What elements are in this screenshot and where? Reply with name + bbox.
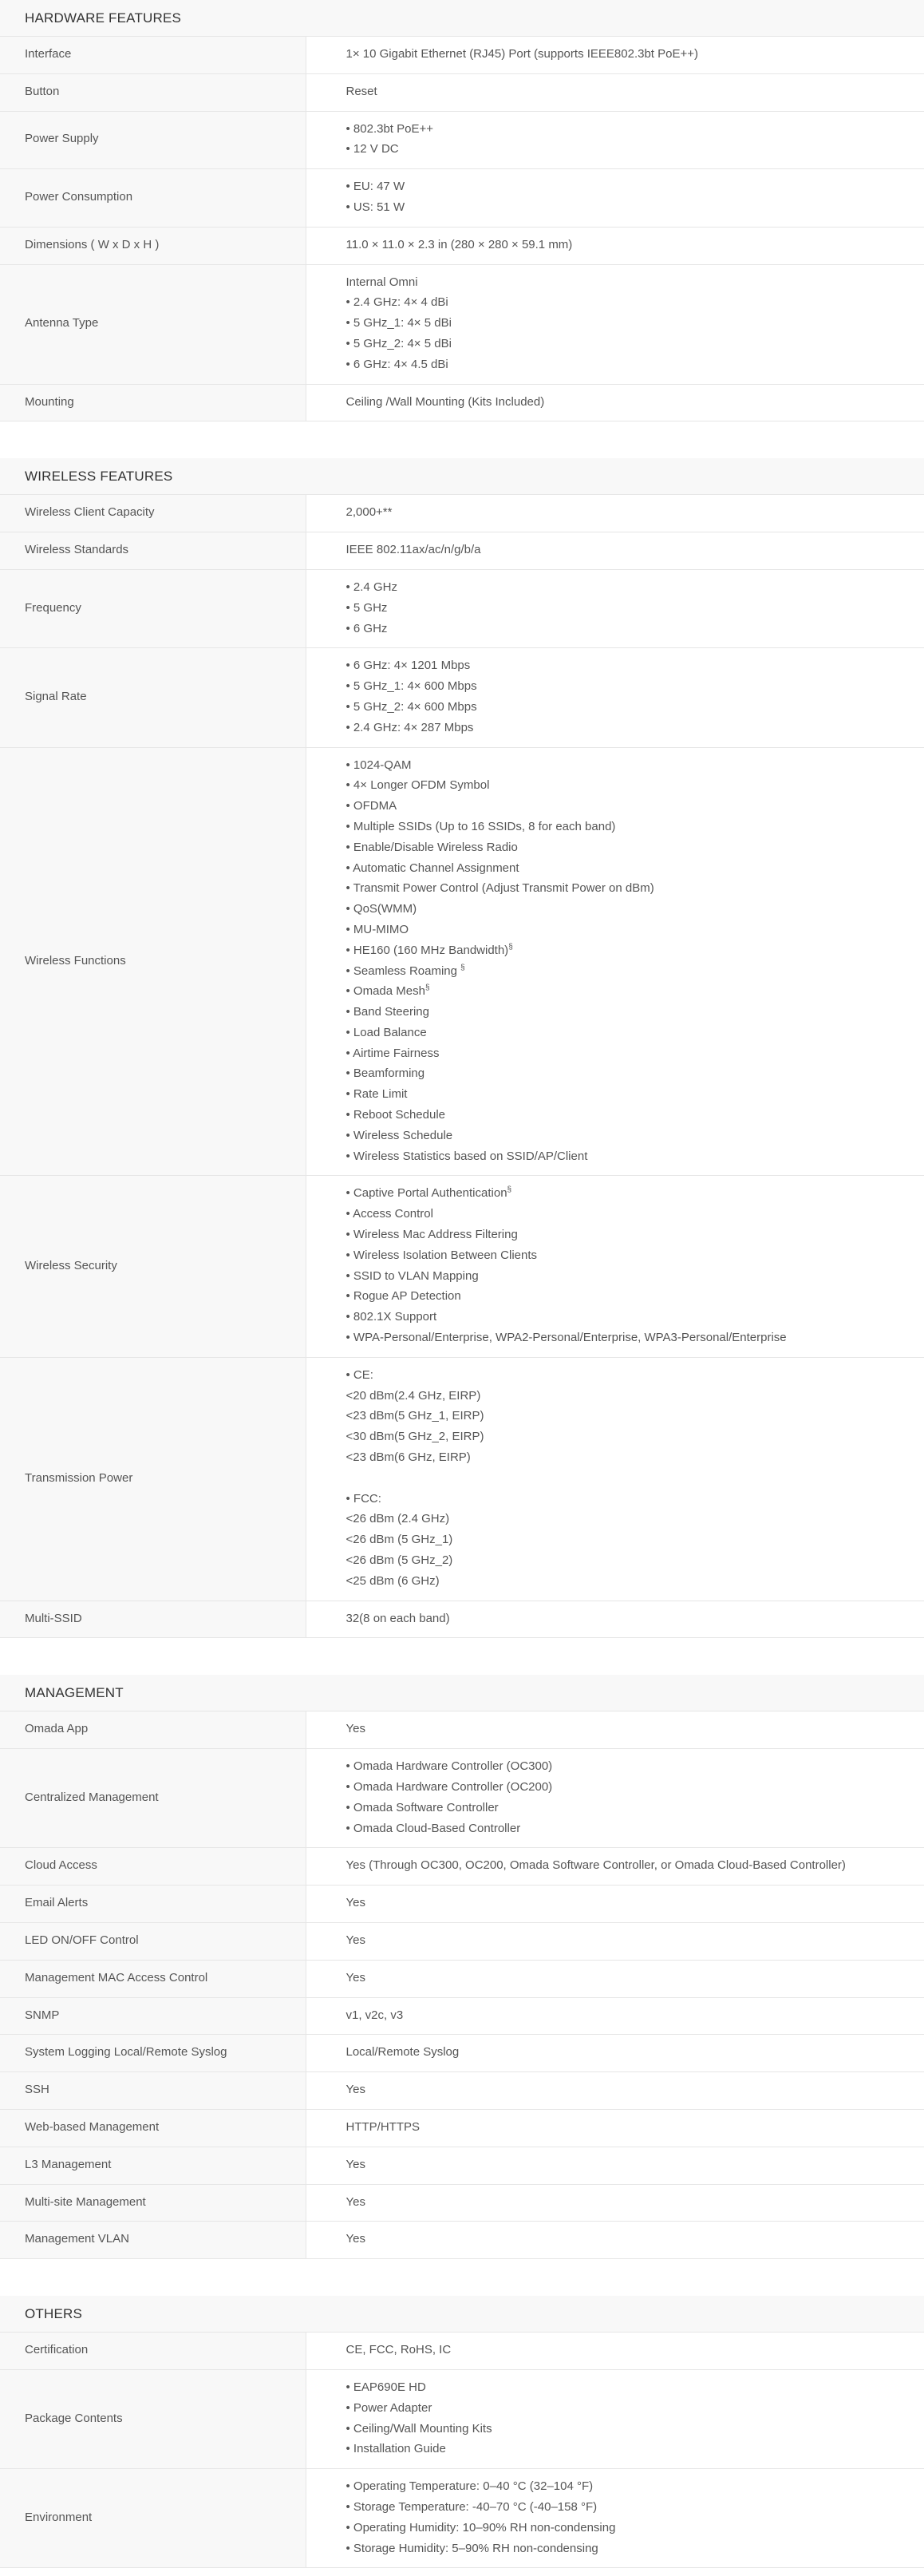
spec-value-line: <26 dBm (2.4 GHz) — [346, 1512, 450, 1526]
spec-label: Cloud Access — [0, 1848, 306, 1886]
spec-row — [0, 648, 924, 747]
spec-value-line: • 6 GHz: 4× 4.5 dBi — [346, 357, 448, 371]
spec-value-line: Yes — [346, 2194, 365, 2209]
spec-value — [306, 169, 924, 228]
spec-label: Certification — [0, 2333, 306, 2369]
spec-value-line: • Enable/Disable Wireless Radio — [346, 840, 518, 854]
spec-section — [0, 1675, 924, 2259]
spec-label: System Logging Local/Remote Syslog — [0, 2035, 306, 2072]
spec-value-line: • Power Adapter — [346, 2400, 432, 2415]
spec-row — [0, 1922, 924, 1960]
spec-value-line: Yes — [346, 2157, 365, 2171]
spec-value-line: • MU-MIMO — [346, 922, 409, 936]
spec-label: Wireless Client Capacity — [0, 495, 306, 532]
spec-value — [306, 227, 924, 264]
spec-value-line: • Access Control — [346, 1207, 433, 1221]
spec-row — [0, 264, 924, 384]
spec-row — [0, 2035, 924, 2072]
spec-row — [0, 2469, 924, 2568]
spec-value-line: • Storage Temperature: -40–70 °C (-40–158 °F) — [346, 2499, 598, 2514]
spec-label: Antenna Type — [0, 264, 306, 384]
spec-value — [306, 2469, 924, 2568]
spec-value — [306, 1176, 924, 1357]
spec-value-line: 11.0 × 11.0 × 2.3 in (280 × 280 × 59.1 mm) — [346, 237, 573, 251]
spec-value-line: Yes — [346, 1933, 365, 1947]
spec-label: Centralized Management — [0, 1749, 306, 1848]
spec-label: Package Contents — [0, 2369, 306, 2468]
spec-row — [0, 495, 924, 532]
section-title: MANAGEMENT — [0, 1675, 924, 1711]
section-title: OTHERS — [0, 2296, 924, 2333]
spec-label: Signal Rate — [0, 648, 306, 747]
spec-value-line: • Band Steering — [346, 1005, 429, 1019]
spec-value-line: • FCC: — [346, 1491, 381, 1506]
spec-table — [0, 1711, 924, 2259]
spec-value — [306, 569, 924, 647]
spec-row — [0, 2072, 924, 2110]
spec-row — [0, 37, 924, 73]
spec-row — [0, 1886, 924, 1923]
section-title: HARDWARE FEATURES — [0, 0, 924, 37]
spec-value-line: • 4× Longer OFDM Symbol — [346, 778, 490, 793]
spec-value-line: <23 dBm(5 GHz_1, EIRP) — [346, 1409, 484, 1423]
spec-value-line: <30 dBm(5 GHz_2, EIRP) — [346, 1430, 484, 1444]
spec-value — [306, 264, 924, 384]
spec-row — [0, 1749, 924, 1848]
spec-value-line: • 6 GHz — [346, 621, 388, 635]
spec-label: Transmission Power — [0, 1357, 306, 1601]
spec-label: Power Supply — [0, 111, 306, 169]
spec-label: LED ON/OFF Control — [0, 1922, 306, 1960]
spec-row — [0, 2147, 924, 2184]
spec-value — [306, 73, 924, 111]
spec-value-line: • WPA-Personal/Enterprise, WPA2-Personal/Enterprise, WPA3-Personal/Enterprise — [346, 1331, 787, 1345]
spec-value-line: • Omada Cloud-Based Controller — [346, 1821, 521, 1835]
spec-value-line: HTTP/HTTPS — [346, 2119, 420, 2134]
spec-value-line: 1× 10 Gigabit Ethernet (RJ45) Port (supports IEEE802.3bt PoE++) — [346, 47, 698, 61]
spec-value-line: Internal Omni — [346, 275, 418, 289]
spec-value-line: • Multiple SSIDs (Up to 16 SSIDs, 8 for each band) — [346, 819, 616, 833]
spec-value — [306, 2147, 924, 2184]
section-title: WIRELESS FEATURES — [0, 458, 924, 495]
spec-value-line: <26 dBm (5 GHz_2) — [346, 1553, 453, 1568]
spec-label: SSH — [0, 2072, 306, 2110]
spec-value-line: • Transmit Power Control (Adjust Transmit Power on dBm) — [346, 881, 654, 896]
spec-value-line: • 5 GHz — [346, 600, 388, 615]
spec-value-line: • Automatic Channel Assignment — [346, 861, 519, 875]
spec-value — [306, 1997, 924, 2035]
spec-row — [0, 2222, 924, 2259]
spec-value — [306, 1749, 924, 1848]
spec-value — [306, 2333, 924, 2369]
spec-value — [306, 1960, 924, 1997]
spec-row — [0, 1848, 924, 1886]
spec-label: Web-based Management — [0, 2109, 306, 2147]
spec-label: Wireless Security — [0, 1176, 306, 1357]
spec-value-line: • CE: — [346, 1367, 373, 1382]
spec-value-line: • Operating Temperature: 0–40 °C (32–104 °F) — [346, 2479, 594, 2494]
spec-table — [0, 495, 924, 1638]
spec-value-line: • Rogue AP Detection — [346, 1289, 461, 1304]
spec-value-line: <25 dBm (6 GHz) — [346, 1573, 440, 1588]
spec-label: Dimensions ( W x D x H ) — [0, 227, 306, 264]
spec-value-line: Yes — [346, 2083, 365, 2097]
spec-value-line: • Rate Limit — [346, 1087, 408, 1102]
spec-value — [306, 1357, 924, 1601]
spec-value — [306, 2109, 924, 2147]
spec-value-line: • 2.4 GHz — [346, 580, 397, 594]
spec-value — [306, 1711, 924, 1748]
spec-label: Management VLAN — [0, 2222, 306, 2259]
spec-value — [306, 2035, 924, 2072]
spec-row — [0, 2369, 924, 2468]
spec-value — [306, 648, 924, 747]
spec-row — [0, 2184, 924, 2222]
spec-value — [306, 2072, 924, 2110]
spec-value-line: • 12 V DC — [346, 142, 399, 156]
spec-value-line: • 6 GHz: 4× 1201 Mbps — [346, 659, 471, 673]
spec-value-text: • Captive Portal Authentication — [346, 1186, 507, 1201]
spec-value-line: Yes — [346, 1896, 365, 1910]
spec-value-line: v1, v2c, v3 — [346, 2008, 404, 2022]
spec-value-text: • HE160 (160 MHz Bandwidth) — [346, 943, 509, 957]
spec-value — [306, 384, 924, 421]
spec-row — [0, 1960, 924, 1997]
spec-value-line: • EU: 47 W — [346, 180, 405, 194]
spec-label: L3 Management — [0, 2147, 306, 2184]
spec-value-line: <23 dBm(6 GHz, EIRP) — [346, 1450, 471, 1465]
spec-value-text: • Seamless Roaming — [346, 964, 461, 978]
spec-label: Interface — [0, 37, 306, 73]
spec-value-line: • Installation Guide — [346, 2442, 446, 2456]
spec-row — [0, 384, 924, 421]
spec-value-line: • 802.1X Support — [346, 1310, 437, 1324]
spec-value-line — [346, 961, 909, 982]
spec-value — [306, 747, 924, 1176]
spec-value-line: • Reboot Schedule — [346, 1108, 446, 1122]
spec-value-line: CE, FCC, RoHS, IC — [346, 2343, 452, 2357]
spec-value-line: IEEE 802.11ax/ac/n/g/b/a — [346, 543, 481, 557]
spacer — [346, 1468, 909, 1489]
spec-value-line: • 2.4 GHz: 4× 287 Mbps — [346, 720, 474, 734]
footnote-mark: § — [508, 942, 513, 952]
spec-value-line: • OFDMA — [346, 799, 397, 813]
spec-row — [0, 169, 924, 228]
spec-value-line: Yes (Through OC300, OC200, Omada Software Controller, or Omada Cloud-Based Controller) — [346, 1858, 846, 1873]
spec-value — [306, 1886, 924, 1923]
spec-value-line: • 2.4 GHz: 4× 4 dBi — [346, 295, 448, 310]
spec-label: Power Consumption — [0, 169, 306, 228]
spec-label: SNMP — [0, 1997, 306, 2035]
spec-value-line: • QoS(WMM) — [346, 902, 417, 916]
spec-label: Environment — [0, 2469, 306, 2568]
spec-value-line: Yes — [346, 1722, 365, 1736]
spec-value-line — [346, 1183, 909, 1204]
spec-value-line: • Ceiling/Wall Mounting Kits — [346, 2421, 492, 2436]
spec-label: Wireless Standards — [0, 532, 306, 570]
spec-value — [306, 37, 924, 73]
spec-label: Mounting — [0, 384, 306, 421]
spec-value-line: Yes — [346, 1970, 365, 1984]
spec-value-line: <20 dBm(2.4 GHz, EIRP) — [346, 1388, 481, 1403]
spec-value-line: • 5 GHz_2: 4× 600 Mbps — [346, 699, 477, 714]
spec-label: Wireless Functions — [0, 747, 306, 1176]
spec-value-line: • US: 51 W — [346, 200, 405, 214]
spec-value-line: • Operating Humidity: 10–90% RH non-condensing — [346, 2520, 616, 2534]
spec-row — [0, 1601, 924, 1638]
spec-row — [0, 227, 924, 264]
spec-section — [0, 2296, 924, 2568]
spec-value-line: • Storage Humidity: 5–90% RH non-condensing — [346, 2541, 598, 2555]
spec-value-line: Ceiling /Wall Mounting (Kits Included) — [346, 394, 545, 409]
spec-row — [0, 532, 924, 570]
spec-label: Omada App — [0, 1711, 306, 1748]
spec-value — [306, 1922, 924, 1960]
spec-value-line: • Beamforming — [346, 1066, 425, 1081]
spec-value — [306, 2369, 924, 2468]
spec-value-line: • Wireless Statistics based on SSID/AP/Client — [346, 1149, 588, 1163]
spec-value-line: • Omada Hardware Controller (OC300) — [346, 1759, 553, 1774]
spec-label: Multi-SSID — [0, 1601, 306, 1638]
spec-value-line: • Omada Hardware Controller (OC200) — [346, 1780, 553, 1794]
spec-value-line: • Airtime Fairness — [346, 1046, 440, 1060]
spec-value-line: • Omada Software Controller — [346, 1800, 499, 1814]
spec-value-line: • Wireless Schedule — [346, 1128, 453, 1142]
spec-value — [306, 532, 924, 570]
spec-value-line: <26 dBm (5 GHz_1) — [346, 1533, 453, 1547]
footnote-mark: § — [424, 983, 430, 993]
spec-value — [306, 111, 924, 169]
spec-table — [0, 2333, 924, 2568]
spec-value-line: • 5 GHz_1: 4× 600 Mbps — [346, 679, 477, 694]
spec-label: Button — [0, 73, 306, 111]
footnote-mark: § — [507, 1185, 512, 1195]
spec-row — [0, 111, 924, 169]
spec-row — [0, 1176, 924, 1357]
spec-value-line: Yes — [346, 2232, 365, 2246]
spec-row — [0, 569, 924, 647]
spec-row — [0, 73, 924, 111]
spec-label: Email Alerts — [0, 1886, 306, 1923]
spec-value-line: • Load Balance — [346, 1025, 427, 1039]
spec-value-line: 2,000+** — [346, 505, 393, 520]
spec-value — [306, 495, 924, 532]
spec-value-line: Local/Remote Syslog — [346, 2045, 460, 2060]
spec-value-line: • SSID to VLAN Mapping — [346, 1268, 479, 1283]
spec-value-line — [346, 981, 909, 1002]
spec-value-line: Reset — [346, 84, 377, 98]
spec-row — [0, 2109, 924, 2147]
spec-row — [0, 1711, 924, 1748]
spec-value — [306, 1848, 924, 1886]
spec-label: Frequency — [0, 569, 306, 647]
spec-value-line: • 5 GHz_1: 4× 5 dBi — [346, 316, 452, 330]
spec-label: Multi-site Management — [0, 2184, 306, 2222]
footnote-mark: § — [460, 963, 465, 972]
spec-value-text: • Omada Mesh — [346, 984, 425, 999]
spec-row — [0, 747, 924, 1176]
spec-row — [0, 1357, 924, 1601]
spec-value-line: • 802.3bt PoE++ — [346, 121, 434, 136]
spec-section — [0, 458, 924, 1638]
spec-value — [306, 2222, 924, 2259]
spec-value — [306, 2184, 924, 2222]
spec-value-line: • 5 GHz_2: 4× 5 dBi — [346, 336, 452, 350]
spec-row — [0, 1997, 924, 2035]
spec-label: Management MAC Access Control — [0, 1960, 306, 1997]
spec-value-line: • Wireless Mac Address Filtering — [346, 1228, 518, 1242]
spec-table — [0, 37, 924, 421]
spec-value-line: • 1024-QAM — [346, 758, 412, 772]
spec-value-line: • Wireless Isolation Between Clients — [346, 1248, 538, 1262]
spec-value — [306, 1601, 924, 1638]
spec-value-line — [346, 940, 909, 961]
spec-row — [0, 2333, 924, 2369]
spec-value-line: 32(8 on each band) — [346, 1611, 450, 1625]
spec-value-line: • EAP690E HD — [346, 2380, 426, 2394]
spec-section — [0, 0, 924, 421]
